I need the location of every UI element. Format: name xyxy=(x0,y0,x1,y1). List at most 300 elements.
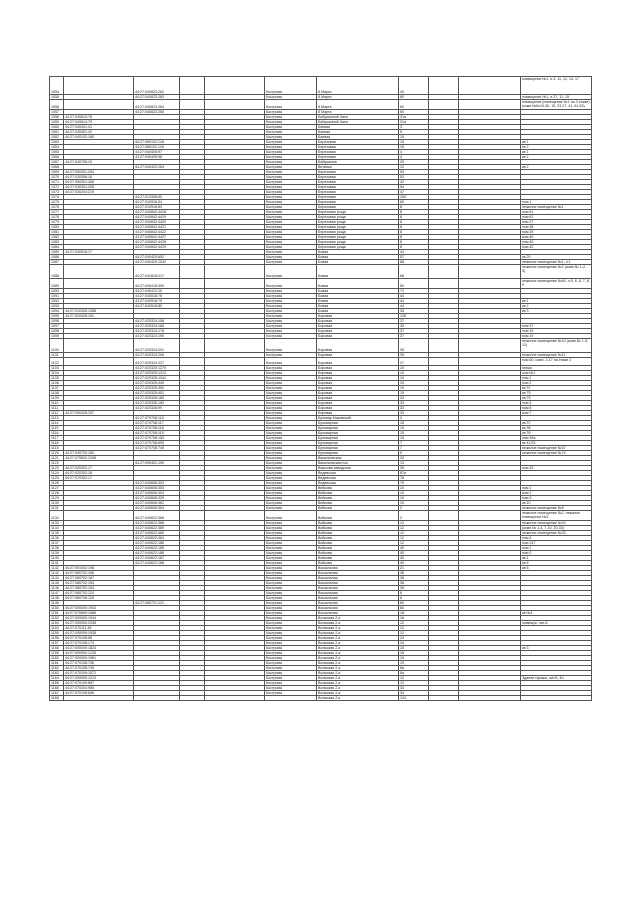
row-number: 1137 xyxy=(50,541,64,546)
house-number: 4 xyxy=(399,155,429,160)
house-number: 36 xyxy=(399,586,429,591)
street-cell: Боровая xyxy=(317,391,399,396)
blank-cell xyxy=(459,696,521,701)
premises-note: пом 8 xyxy=(521,406,592,411)
row-number: 1054 xyxy=(50,77,64,95)
street-cell: Березовая xyxy=(317,185,399,190)
city-cell: Кострома xyxy=(265,324,317,329)
land-cadastral-number: 44:27:000000:1938 xyxy=(64,631,134,636)
premises-note: кв 10 xyxy=(521,501,592,506)
object-cadastral-number: 44:27:040622:484 xyxy=(134,536,180,541)
house-number: 31а xyxy=(399,120,429,125)
city-cell: Кострома xyxy=(265,279,317,289)
object-cadastral-number: 44:27:040622:480 xyxy=(134,531,180,536)
row-number: 1100 xyxy=(50,339,64,353)
street-cell: Березовая xyxy=(317,200,399,205)
house-number: 19 xyxy=(399,391,429,396)
city-cell: Кострома xyxy=(265,426,317,431)
house-number: 5 xyxy=(399,130,429,135)
blank-cell xyxy=(429,696,459,701)
premises-note: помещения (помещение №1 на 3 этаже) (комн.№№10-30, 15, 23-27, 41, 61-52) xyxy=(521,100,592,110)
city-cell: Кострома xyxy=(265,265,317,279)
premises-note: пом 61 xyxy=(521,215,592,220)
street-cell: Вейкова xyxy=(317,506,399,511)
city-cell: Кострома xyxy=(265,641,317,646)
city-cell: Кострома xyxy=(265,240,317,245)
premises-note: кв 75 xyxy=(521,391,592,396)
object-cadastral-number: 44:27:020324:190 xyxy=(134,334,180,339)
street-cell: 8 Марта xyxy=(317,77,399,95)
row-number: 1141 xyxy=(50,561,64,566)
street-cell: Березовая xyxy=(317,145,399,150)
city-cell: Кострома xyxy=(265,205,317,210)
city-cell: Кострома xyxy=(265,195,317,200)
house-number: 71 xyxy=(399,289,429,294)
street-cell: Вокзальная xyxy=(317,566,399,571)
row-number: 1139 xyxy=(50,551,64,556)
street-cell: Бабушкиной Чаты xyxy=(317,115,399,120)
land-cadastral-number: 44:27:020326:191 xyxy=(64,314,134,319)
premises-note: пом 37 xyxy=(521,220,592,225)
object-cadastral-number: 44:27:020324:201 xyxy=(134,339,180,353)
city-cell: Кострома xyxy=(265,536,317,541)
object-cadastral-number: 44:27:040842:4429 xyxy=(134,245,180,250)
premises-note: кв 1 xyxy=(521,150,592,155)
house-number: 15 xyxy=(399,140,429,145)
land-cadastral-number: 44:27:070609:1686 xyxy=(64,611,134,616)
blank-cell xyxy=(429,339,459,353)
table-row xyxy=(50,339,592,353)
land-cadastral-number: 44:27:000000:1213 xyxy=(64,676,134,681)
street-cell: Боровая xyxy=(317,376,399,381)
city-cell: Кострома xyxy=(265,546,317,551)
city-cell: Кострома xyxy=(265,386,317,391)
street-cell: Бовая xyxy=(317,265,399,279)
premises-note: пом 19 xyxy=(521,334,592,339)
street-cell: Волжская 2-я xyxy=(317,646,399,651)
blank-cell xyxy=(180,511,205,521)
row-number: 1134 xyxy=(50,526,64,531)
city-cell: Кострома xyxy=(265,461,317,466)
table-row xyxy=(50,77,592,95)
city-cell: Кострома xyxy=(265,416,317,421)
street-cell: Боровая xyxy=(317,371,399,376)
object-cadastral-number: 44:27:040823:264 xyxy=(134,100,180,110)
city-cell: Кострома xyxy=(265,381,317,386)
row-number: 1125 xyxy=(50,476,64,481)
house-number: 8 xyxy=(399,205,429,210)
row-number: 1159 xyxy=(50,651,64,656)
city-cell: Кострома xyxy=(265,371,317,376)
city-cell: Кострома xyxy=(265,160,317,165)
object-cadastral-number: 44:27:040823:263 xyxy=(134,95,180,100)
house-number: 47 xyxy=(399,190,429,195)
house-number: 24 xyxy=(399,636,429,641)
object-cadastral-number: 44:27:040622:187 xyxy=(134,556,180,561)
row-number: 1153 xyxy=(50,621,64,626)
object-cadastral-number: 44:27:040422:264 xyxy=(134,165,180,170)
house-number: 53 xyxy=(399,175,429,180)
premises-note: нежилое помещение №74 xyxy=(521,451,592,456)
city-cell: Кострома xyxy=(265,566,317,571)
blank-cell xyxy=(429,100,459,110)
house-number: 10 xyxy=(399,366,429,371)
premises-note: нежилое помещение №37 xyxy=(521,446,592,451)
premises-note: нежилое помещение №2 (комн.№ 1-2, 3) xyxy=(521,265,592,279)
house-number: 60 xyxy=(399,200,429,205)
house-number: 12 xyxy=(399,621,429,626)
row-number: 1127 xyxy=(50,486,64,491)
land-cadastral-number: 44:27:000000:1943 xyxy=(64,606,134,611)
house-number: 87а xyxy=(399,471,429,476)
premises-note: (комн.№ 1-4, 7-10, 20-33) xyxy=(521,526,592,531)
row-number: 1155 xyxy=(50,631,64,636)
blank-cell xyxy=(459,265,521,279)
city-cell: Кострома xyxy=(265,200,317,205)
city-cell: Кострома xyxy=(265,421,317,426)
city-cell: Кострома xyxy=(265,456,317,461)
object-cadastral-number: 44:27:010916:04 xyxy=(134,200,180,205)
row-number: 1094 xyxy=(50,309,64,314)
house-number: 19 xyxy=(399,656,429,661)
street-cell: Волжская 2-я xyxy=(317,641,399,646)
city-cell: Кострома xyxy=(265,511,317,521)
premises-note: нежилое помещение №1 xyxy=(521,205,592,210)
city-cell: Кострома xyxy=(265,636,317,641)
row-number: 1077 xyxy=(50,210,64,215)
street-cell: 8 Марта xyxy=(317,110,399,115)
street-cell: 8 Марта xyxy=(317,95,399,100)
row-number: 1119 xyxy=(50,446,64,451)
street-cell: Волжская 2-я xyxy=(317,666,399,671)
house-number: 33 xyxy=(399,401,429,406)
row-number: 1154 xyxy=(50,626,64,631)
house-number: 8 xyxy=(399,240,429,245)
city-cell: Кострома xyxy=(265,476,317,481)
city-cell: Кострома xyxy=(265,165,317,170)
blank-cell xyxy=(429,511,459,521)
city-cell: Кострома xyxy=(265,576,317,581)
object-cadastral-number: 44:27:070708:116 xyxy=(134,416,180,421)
street-cell: Боровая xyxy=(317,358,399,366)
row-number: 1126 xyxy=(50,481,64,486)
house-number: 79 xyxy=(399,481,429,486)
blank-cell xyxy=(180,265,205,279)
row-number: 1115 xyxy=(50,426,64,431)
land-cadastral-number: 44:27:080702:166 xyxy=(64,571,134,576)
city-cell: Кострома xyxy=(265,691,317,696)
street-cell: Вокзальная xyxy=(317,591,399,596)
city-cell: Кострома xyxy=(265,391,317,396)
city-cell: Кострома xyxy=(265,606,317,611)
street-cell: Войкова xyxy=(317,546,399,551)
blank-cell xyxy=(205,696,265,701)
street-cell: Березовая роща xyxy=(317,235,399,240)
row-number: 1078 xyxy=(50,215,64,220)
object-cadastral-number: 44:27:041818:217 xyxy=(134,265,180,279)
street-cell: Войкова xyxy=(317,531,399,536)
house-number: 40 xyxy=(399,556,429,561)
premises-note: кв 1 xyxy=(521,299,592,304)
house-number: 44 xyxy=(399,299,429,304)
land-cadastral-number: 44:27:040614:79 xyxy=(64,120,134,125)
land-cadastral-number: 44:27:040401:41 xyxy=(64,125,134,130)
row-number: 1116 xyxy=(50,431,64,436)
blank-cell xyxy=(205,511,265,521)
street-cell: Ведевская xyxy=(317,476,399,481)
row-number: 1093 xyxy=(50,304,64,309)
object-cadastral-number: 44:27:020325:1341 xyxy=(134,376,180,381)
city-cell: Кострома xyxy=(265,471,317,476)
house-number: 40 xyxy=(399,77,429,95)
street-cell: Вокзальная xyxy=(317,601,399,606)
row-number: 1071 xyxy=(50,180,64,185)
row-number: 1062 xyxy=(50,135,64,140)
city-cell: Кострома xyxy=(265,329,317,334)
premises-note: пом 61 xyxy=(521,210,592,215)
house-number: 12 xyxy=(399,526,429,531)
land-cadastral-number: 44:27:040401:42 xyxy=(64,130,134,135)
house-number: 15 xyxy=(399,436,429,441)
house-number: 4 xyxy=(399,150,429,155)
premises-note: Здание гаража, лит.Б, Б1 xyxy=(521,676,592,681)
street-cell: Бовая xyxy=(317,260,399,265)
object-cadastral-number: 44:27:040420:652 xyxy=(134,255,180,260)
city-cell: Кострома xyxy=(265,651,317,656)
street-cell: Волжская 2-я xyxy=(317,696,399,701)
object-cadastral-number: 44:27:070708:695 xyxy=(134,441,180,446)
house-number: 12 xyxy=(399,541,429,546)
house-number: 44 xyxy=(399,294,429,299)
city-cell: Кострома xyxy=(265,245,317,250)
land-cadastral-number: 44:27:080702:154 xyxy=(64,586,134,591)
blank-cell xyxy=(205,339,265,353)
city-cell: Кострома xyxy=(265,95,317,100)
row-number: 1144 xyxy=(50,576,64,581)
street-cell: Баевая xyxy=(317,135,399,140)
street-cell: Волжская 2-я xyxy=(317,681,399,686)
street-cell: Боровая xyxy=(317,386,399,391)
city-cell: Кострома xyxy=(265,185,317,190)
street-cell: Боровая xyxy=(317,324,399,329)
table-row xyxy=(50,358,592,366)
house-number: 15 xyxy=(399,426,429,431)
house-number: 8 xyxy=(399,235,429,240)
premises-note: пом 2 xyxy=(521,551,592,556)
street-cell: Волжская 2-я xyxy=(317,631,399,636)
street-cell: Волжская 2-я xyxy=(317,616,399,621)
city-cell: Кострома xyxy=(265,120,317,125)
city-cell: Кострома xyxy=(265,210,317,215)
premises-note: нежилое помещение №5 xyxy=(521,506,592,511)
street-cell: Березовая роща xyxy=(317,210,399,215)
row-number: 1107 xyxy=(50,386,64,391)
object-cadastral-number: 44:27:040518:79 xyxy=(134,299,180,304)
street-cell: Войкова xyxy=(317,551,399,556)
row-number: 1063 xyxy=(50,140,64,145)
city-cell: Кострома xyxy=(265,314,317,319)
row-number: 1091 xyxy=(50,294,64,299)
street-cell: Волжская 2-я xyxy=(317,686,399,691)
street-cell: Васильевская xyxy=(317,456,399,461)
land-cadastral-number: 44:27:040720:160 xyxy=(64,451,134,456)
row-number: 1133 xyxy=(50,521,64,526)
house-number: 6 xyxy=(399,596,429,601)
blank-cell xyxy=(459,100,521,110)
city-cell: Кострома xyxy=(265,230,317,235)
house-number: 3 xyxy=(399,125,429,130)
row-number: 1109 xyxy=(50,396,64,401)
street-cell: Бовая xyxy=(317,279,399,289)
row-number: 1084 xyxy=(50,245,64,250)
city-cell: Кострома xyxy=(265,175,317,180)
street-cell: Вокзальная xyxy=(317,611,399,616)
city-cell: Кострома xyxy=(265,215,317,220)
land-cadastral-number xyxy=(64,358,134,366)
object-cadastral-number: 44:27:070708:118 xyxy=(134,426,180,431)
row-number: 1147 xyxy=(50,591,64,596)
city-cell: Кострома xyxy=(265,235,317,240)
city-cell: Кострома xyxy=(265,671,317,676)
house-number: 78 xyxy=(399,476,429,481)
blank-cell xyxy=(205,265,265,279)
street-cell: Березовая xyxy=(317,150,399,155)
street-cell: Волжская 2-я xyxy=(317,676,399,681)
object-cadastral-number: 44:27:040418:993 xyxy=(134,279,180,289)
object-cadastral-number: 44:27:020324:158 xyxy=(134,319,180,324)
house-number: 13 xyxy=(399,461,429,466)
row-number: 1110 xyxy=(50,401,64,406)
row-number: 1136 xyxy=(50,536,64,541)
house-number: 53 xyxy=(399,170,429,175)
premises-note: пом 147 xyxy=(521,541,592,546)
row-number: 1055 xyxy=(50,95,64,100)
object-cadastral-number: 44:27:020325:1313 xyxy=(134,371,180,376)
premises-note: пом 7 xyxy=(521,411,592,416)
house-number: 21 xyxy=(399,566,429,571)
land-cadastral-number xyxy=(64,265,134,279)
city-cell: Кострома xyxy=(265,150,317,155)
object-cadastral-number xyxy=(134,696,180,701)
object-cadastral-number: 44:27:080721:121 xyxy=(134,601,180,606)
premises-note: кв 3 xyxy=(521,309,592,314)
land-cadastral-number: 44:27:070204:985 xyxy=(64,686,134,691)
row-number: 1081 xyxy=(50,230,64,235)
street-cell: Боровая xyxy=(317,381,399,386)
premises-note: кв 2 xyxy=(521,155,592,160)
row-number: 1073 xyxy=(50,190,64,195)
city-cell: Кострома xyxy=(265,496,317,501)
premises-note: этажа xyxy=(521,366,592,371)
house-number: 19 xyxy=(399,381,429,386)
land-cadastral-number: 44:27:040518:17 xyxy=(64,250,134,255)
city-cell: Кострома xyxy=(265,339,317,353)
blank-cell xyxy=(205,279,265,289)
row-number: 1149 xyxy=(50,601,64,606)
row-number: 1076 xyxy=(50,205,64,210)
house-number: 42 xyxy=(399,180,429,185)
street-cell: Волжская 2-я xyxy=(317,626,399,631)
house-number: 60 xyxy=(399,100,429,110)
city-cell: Кострома xyxy=(265,299,317,304)
object-cadastral-number: 44:27:040622:185 xyxy=(134,546,180,551)
object-cadastral-number: 44:27:040622:186 xyxy=(134,541,180,546)
row-number: 1095 xyxy=(50,314,64,319)
object-cadastral-number: 44:27:090401:195 xyxy=(134,461,180,466)
city-cell: Кострома xyxy=(265,686,317,691)
premises-note: пом 1 xyxy=(521,376,592,381)
house-number: 60 xyxy=(399,110,429,115)
row-number: 1067 xyxy=(50,160,64,165)
house-number: 9 xyxy=(399,451,429,456)
city-cell: Кострома xyxy=(265,556,317,561)
city-cell: Кострома xyxy=(265,661,317,666)
land-cadastral-number: 44:27:070109:1572 xyxy=(64,671,134,676)
land-cadastral-number: 44:27:000000:1245 xyxy=(64,651,134,656)
land-cadastral-number xyxy=(64,77,134,95)
city-cell: Кострома xyxy=(265,626,317,631)
premises-note: пом 1 xyxy=(521,486,592,491)
premises-note: пом 40 xyxy=(521,240,592,245)
street-cell: Боровая xyxy=(317,366,399,371)
street-cell: Бульварная xyxy=(317,451,399,456)
city-cell: Кострома xyxy=(265,135,317,140)
row-number: 1097 xyxy=(50,324,64,329)
row-number: 1130 xyxy=(50,501,64,506)
object-cadastral-number: 44:27:040622:369 xyxy=(134,526,180,531)
premises-note: пом 1 xyxy=(521,200,592,205)
row-number: 1140 xyxy=(50,556,64,561)
table-row xyxy=(50,265,592,279)
house-number: 150 xyxy=(399,195,429,200)
house-number: 12 xyxy=(399,626,429,631)
row-number: 1113 xyxy=(50,416,64,421)
street-cell: Березовая xyxy=(317,170,399,175)
row-number: 1158 xyxy=(50,646,64,651)
row-number: 1090 xyxy=(50,289,64,294)
blank-cell xyxy=(459,279,521,289)
street-cell: Бовая xyxy=(317,250,399,255)
street-cell: Вейкова xyxy=(317,501,399,506)
house-number: 36 xyxy=(399,581,429,586)
city-cell: Кострома xyxy=(265,616,317,621)
land-cadastral-number: 44:27:090428:157 xyxy=(64,411,134,416)
street-cell: Ведевская xyxy=(317,471,399,476)
premises-note: кв №4 xyxy=(521,611,592,616)
street-cell: Боровая xyxy=(317,319,399,324)
object-cadastral-number: 44:27:020325:1270 xyxy=(134,366,180,371)
house-number: 57 xyxy=(399,255,429,260)
row-number: 1128 xyxy=(50,491,64,496)
house-number: 60 xyxy=(399,279,429,289)
premises-note: нежилое помещение №33 xyxy=(521,531,592,536)
land-cadastral-number xyxy=(64,511,134,521)
object-cadastral-number: 44:27:080102:128 xyxy=(134,140,180,145)
object-cadastral-number: 44:27:040405:97 xyxy=(134,150,180,155)
city-cell: Кострома xyxy=(265,225,317,230)
blank-cell xyxy=(459,77,521,95)
row-number: 1106 xyxy=(50,381,64,386)
house-number: 10 xyxy=(399,501,429,506)
house-number: 2 xyxy=(399,506,429,511)
object-cadastral-number: 44:27:020326:99 xyxy=(134,406,180,411)
row-number: 1142 xyxy=(50,566,64,571)
street-cell: Боровая xyxy=(317,396,399,401)
city-cell: Кострома xyxy=(265,180,317,185)
street-cell: Витвика xyxy=(317,165,399,170)
land-cadastral-number: 44:27:070111:46 xyxy=(64,626,134,631)
row-number: 1072 xyxy=(50,185,64,190)
